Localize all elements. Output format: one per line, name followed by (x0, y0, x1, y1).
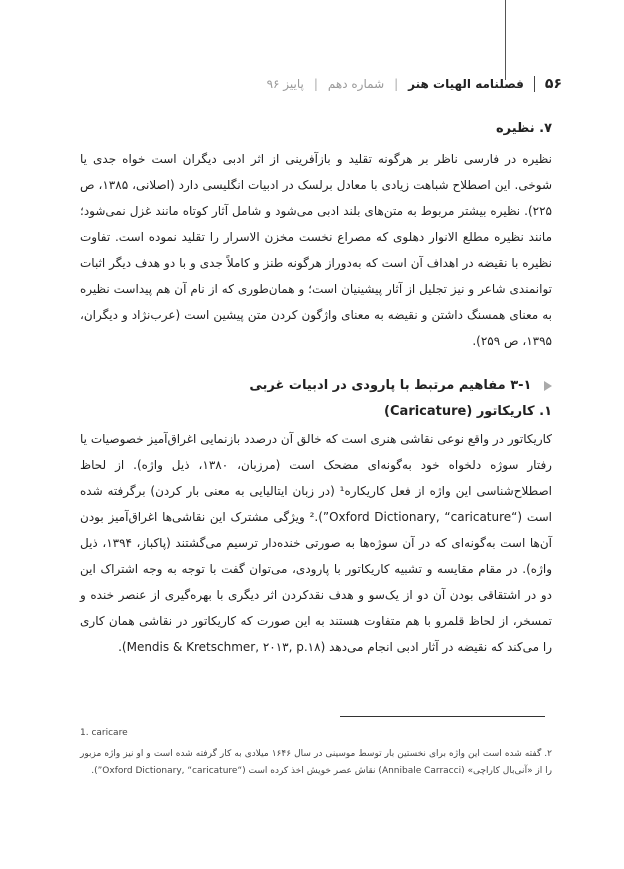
footnote-rule (340, 716, 545, 717)
footnote-1: 1. caricare (80, 728, 128, 738)
paragraph-caricature: کاریکاتور در واقع نوعی نقاشی هنری است که خالق آن درصدد بازنمایی اغراق‌آمیز خصوصیات یا رفتار سوژه دلخواه خود به‌گونه‌ای مضحک است (مرزبان، ۱۳۸۰، ذیل واژه). از لحاظ اصطلاح‌شناسی این واژه از فعل کاریکاره¹ (در زبان ایتالیایی به معنی بار کردن) برگرفته شده است (“Oxford Dictionary, “caricature”).² ویژگی مشترک این نقاشی‌ها اغراق‌آمیز بودن آن‌ها است به‌گونه‌ای که در آن سوژه‌ها به صورتی خنده‌دار ترسیم می‌گشتند (پاکباز، ۱۳۹۴، ذیل واژه). در مقام مقایسه و تشبیه کاریکاتور با پارودی، می‌توان گفت با توجه به وجه اشتراک این دو در اشتقاقی بودن آن دو از یک‌سو و هدف نقدکردن اثر دیگری با بهره‌گیری از عنصر خنده و تمسخر، از لحاظ قلمرو با هم متفاوت هستند به این صورت که کاریکاتور در نقاشی همان کاری را می‌کند که نقیضه در آثار ادبی انجام می‌دهد (Mendis & Kretschmer, ۲۰۱۳, p.۱۸). (80, 432, 552, 654)
issue-season: پاییز ۹۶ (266, 77, 304, 91)
paragraph-nazire: نظیره در فارسی ناظر بر هرگونه تقلید و بازآفرینی از اثر ادبی دیگران است خواه جدی یا شوخی. این اصطلاح شباهت زیادی با معادل برلسک در ادبیات انگلیسی دارد (اصلانی، ۱۳۸۵، ص ۲۲۵). نظیره بیشتر مربوط به متن‌های بلند ادبی می‌شود و شامل آثار کوتاه مانند غزل نمی‌شود؛ مانند نظیره مطلع الانوار دهلوی که مصراع نخست مخزن الاسرار را تقلید نموده است. تفاوت نظیره با نقیضه در اهداف آن است که به‌دوراز هرگونه طنز و کاملاً جدی و با دو هدف دیگر اثبات توانمندی شاعر و نیز تجلیل از آثار پیشینیان است؛ و همان‌طوری که از نام آن هم پیداست نظیره به معنای همسنگ داشتن و نقیضه به معنای واژگون کردن متن پیشین است (عرب‌نژاد و دیگران، ۱۳۹۵، ص ۲۵۹). (80, 152, 552, 348)
page-number: ۵۶ (544, 76, 562, 92)
footnote-2: ۲. گفته شده است این واژه برای نخستین بار توسط موسینی در سال ۱۶۴۶ میلادی به کار گرفته شده است و او نیز واژه مزبور را از «آنی‌بال کاراچی» (Annibale Carracci) نقاش عصر خویش اخذ کرده است (“Oxford Dictionary, “caricature”). (80, 749, 552, 776)
running-header (202, 72, 562, 96)
sub-heading-caricature: ۱. کاریکاتور (Caricature) (384, 404, 552, 419)
header-divider (534, 76, 535, 92)
section-heading-parody-concepts (80, 374, 552, 398)
section-heading-nazire: ۷. نظیره (495, 121, 552, 136)
issue-number: شماره دهم (327, 77, 385, 91)
triangle-bullet-icon (544, 381, 552, 391)
top-vertical-rule (505, 0, 506, 80)
header-separator: | (394, 77, 399, 91)
section-heading-text: ۳-۱ مفاهیم مرتبط با پارودی در ادبیات غربی (249, 378, 532, 393)
main-content (80, 118, 552, 660)
journal-title: فصلنامه الهیات هنر (408, 77, 524, 91)
header-separator: | (313, 77, 318, 91)
